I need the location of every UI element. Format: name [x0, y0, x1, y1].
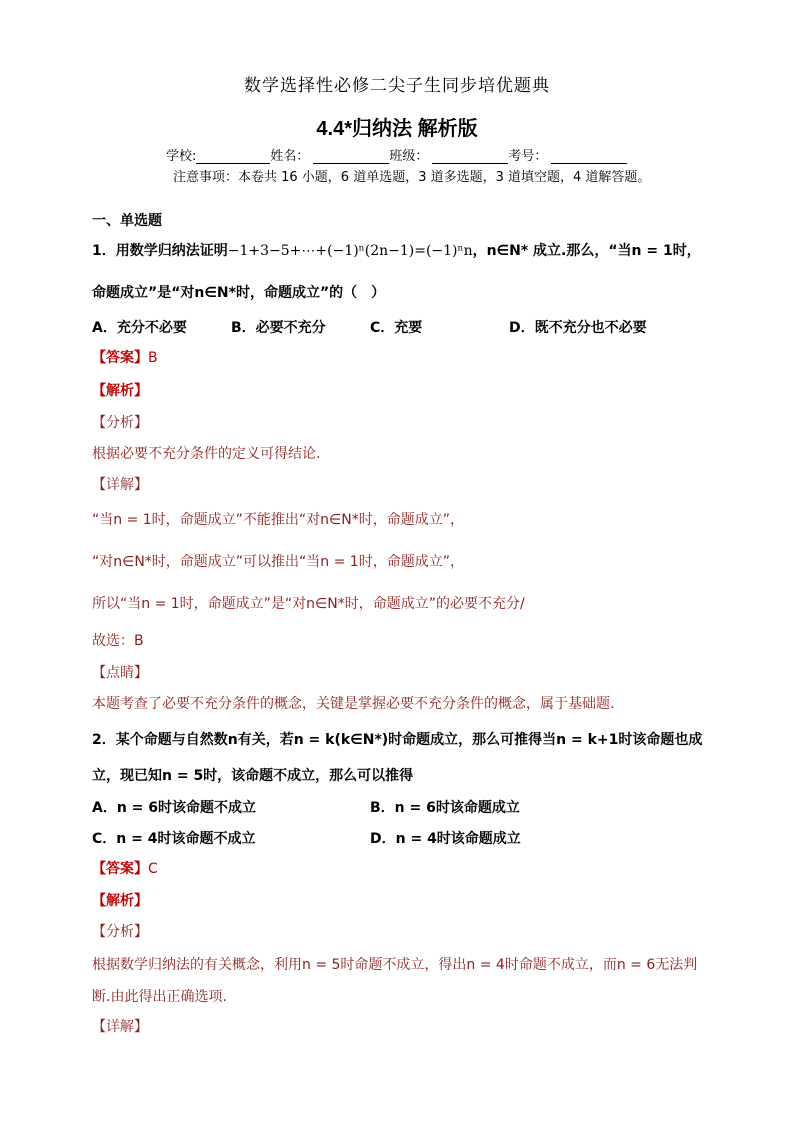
exam-info-line: [166, 145, 627, 164]
question-1-answer: 【答案】B: [92, 350, 158, 366]
question-2-stem-line2: 立，现已知n = 5时，该命题不成立，那么可以推得: [92, 768, 414, 784]
question-2-fenxi-tag: 【分析】: [92, 924, 148, 940]
question-2-fenxi-line1: 根据数学归纳法的有关概念，利用n = 5时命题不成立，得出n = 4时命题不成立，而n = 6无法判: [92, 957, 698, 973]
notice-text: 注意事项：本卷共 16 小题，6 道单选题，3 道多选题，3 道填空题，4 道解答题。: [173, 170, 651, 185]
question-2-option-c[interactable]: C．n = 4时该命题不成立: [92, 831, 256, 847]
question-2-detail-tag: 【详解】: [92, 1019, 148, 1035]
question-2-option-b[interactable]: B．n = 6时该命题成立: [370, 800, 520, 816]
question-2-option-a[interactable]: A．n = 6时该命题不成立: [92, 800, 257, 816]
class-label: 班级：: [389, 149, 429, 164]
series-title: 数学选择性必修二尖子生同步培优题典: [244, 76, 550, 96]
school-label: 学校:: [166, 149, 197, 164]
question-1-analysis-tag: 【解析】: [92, 383, 148, 399]
question-1-option-d[interactable]: D．既不充分也不必要: [509, 320, 647, 336]
question-1-choose: 故选：B: [92, 633, 144, 649]
question-1-fenxi-tag: 【分析】: [92, 415, 148, 431]
question-2-fenxi-line2: 断.由此得出正确选项.: [92, 989, 227, 1005]
question-1-detail-line3: 所以“当n = 1时，命题成立”是“对n∈N*时，命题成立”的必要不充分/: [92, 596, 525, 612]
school-blank[interactable]: [196, 150, 270, 164]
name-blank[interactable]: [313, 150, 389, 164]
name-label: 姓名：: [270, 149, 310, 164]
question-2-analysis-tag: 【解析】: [92, 893, 148, 909]
question-1-stem-line2: 命题成立”是“对n∈N*时，命题成立”的（ ）: [92, 285, 386, 301]
question-1-detail-tag: 【详解】: [92, 477, 148, 493]
document-title: 4.4*归纳法 解析版: [316, 118, 478, 140]
question-1-detail-line1: “当n = 1时，命题成立”不能推出“对n∈N*时，命题成立”，: [92, 512, 464, 528]
question-2-answer: 【答案】C: [92, 861, 158, 877]
question-2-stem-line1: 2．某个命题与自然数n有关，若n = k(k∈N*)时命题成立，那么可推得当n = k+1时该命题也成: [92, 732, 703, 748]
question-1-fenxi-text: 根据必要不充分条件的定义可得结论.: [92, 446, 321, 462]
section-heading-single-choice: 一、单选题: [92, 213, 162, 229]
question-1-detail-line2: “对n∈N*时，命题成立”可以推出“当n = 1时，命题成立”，: [92, 554, 464, 570]
question-1-comment-text: 本题考查了必要不充分条件的概念，关键是掌握必要不充分条件的概念，属于基础题.: [92, 696, 615, 712]
class-blank[interactable]: [432, 150, 508, 164]
question-2-option-d[interactable]: D．n = 4时该命题成立: [370, 831, 521, 847]
number-blank[interactable]: [551, 150, 627, 164]
question-1-comment-tag: 【点睛】: [92, 665, 148, 681]
question-1-formula: −1+3−5+⋯+(−1)ⁿ(2n−1)=(−1)ⁿn: [227, 243, 473, 259]
number-label: 考号：: [508, 149, 548, 164]
question-1-stem-line1: 1．用数学归纳法证明−1+3−5+⋯+(−1)ⁿ(2n−1)=(−1)ⁿn，n∈N* 成立.那么，“当n = 1时，: [92, 243, 701, 259]
question-1-option-a[interactable]: A．充分不必要: [92, 320, 187, 336]
question-1-option-b[interactable]: B．必要不充分: [231, 320, 326, 336]
question-1-option-c[interactable]: C．充要: [370, 320, 423, 336]
